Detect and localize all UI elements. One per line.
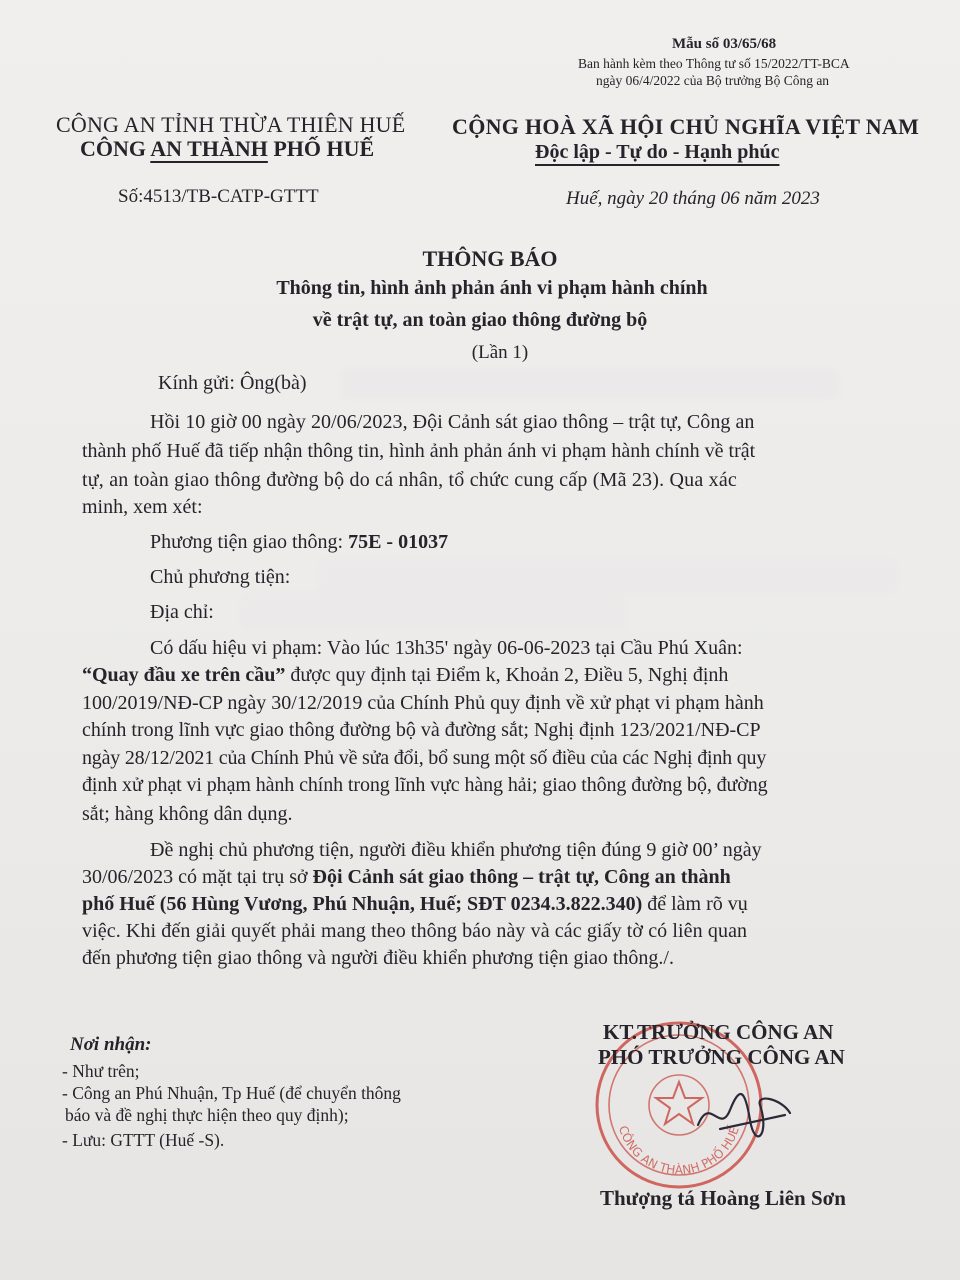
national-motto: Độc lập - Tự do - Hạnh phúc xyxy=(535,141,780,163)
vehicle-plate: 75E - 01037 xyxy=(348,531,449,553)
violation-line xyxy=(82,664,728,687)
intro-line: Hồi 10 giờ 00 ngày 20/06/2023, Đội Cảnh sát giao thông – trật tự, Công an xyxy=(150,411,755,433)
agency-name xyxy=(80,136,374,162)
intro-line: tự, an toàn giao thông đường bộ do cá nhân, tổ chức cung cấp (Mã 23). Qua xác xyxy=(82,469,737,491)
address-label: Địa chỉ: xyxy=(150,601,214,623)
request-line: Đề nghị chủ phương tiện, người điều khiển phương tiện đúng 9 giờ 00’ ngày xyxy=(150,839,762,861)
request-office: Đội Cảnh sát giao thông – trật tự, Công an thành xyxy=(312,866,731,888)
vehicle-label: Phương tiện giao thông: xyxy=(150,531,349,553)
document-number: Số:4513/TB-CATP-GTTT xyxy=(118,186,319,207)
place-date: Huế, ngày 20 tháng 06 năm 2023 xyxy=(566,188,820,209)
request-line: việc. Khi đến giải quyết phải mang theo thông báo này và các giấy tờ có liên quan xyxy=(82,920,748,942)
vehicle-line xyxy=(150,531,448,554)
violation-line: định xử phạt vi phạm hành chính trong lĩnh vực hàng hải; giao thông đường bộ, đường xyxy=(82,774,768,796)
document-subtitle-2: về trật tự, an toàn giao thông đường bộ xyxy=(312,309,648,331)
form-issued-line-2: ngày 06/4/2022 của Bộ trưởng Bộ Công an xyxy=(596,73,830,88)
notice-round: (Lần 1) xyxy=(471,342,529,363)
intro-line: thành phố Huế đã tiếp nhận thông tin, hình ảnh phản ánh vi phạm hành chính về trật xyxy=(82,440,756,462)
recipient-item: - Lưu: GTTT (Huế -S). xyxy=(62,1130,225,1150)
signer-name: Thượng tá Hoàng Liên Sơn xyxy=(600,1186,846,1210)
nation-title: CỘNG HOÀ XÃ HỘI CHỦ NGHĨA VIỆT NAM xyxy=(452,114,920,139)
handwritten-signature xyxy=(690,1085,800,1145)
violation-line: 100/2019/NĐ-CP ngày 30/12/2019 của Chính Phủ quy định về xử phạt vi phạm hành xyxy=(82,692,764,714)
recipient-item: - Công an Phú Nhuận, Tp Huế (để chuyển thông xyxy=(62,1083,401,1103)
violation-line: ngày 28/12/2021 của Chính Phủ về sửa đổi, bổ sung một số điều của các Nghị định quy xyxy=(82,747,767,769)
request-line: đến phương tiện giao thông và người điều khiển phương tiện giao thông./. xyxy=(82,947,674,969)
violation-line: chính trong lĩnh vực giao thông đường bộ và đường sắt; Nghị định 123/2021/NĐ-CP xyxy=(82,719,761,741)
redacted-addressee xyxy=(345,373,835,395)
addressee-label: Kính gửi: Ông(bà) xyxy=(158,372,307,394)
redacted-owner xyxy=(323,563,893,589)
signature-title-2: PHÓ TRƯỞNG CÔNG AN xyxy=(598,1045,845,1069)
agency-name-underlined: AN THÀNH xyxy=(150,136,268,161)
form-code: Mẫu số 03/65/68 xyxy=(672,36,777,52)
request-line xyxy=(82,893,748,916)
owner-label: Chủ phương tiện: xyxy=(150,566,291,588)
violation-line: Có dấu hiệu vi phạm: Vào lúc 13h35' ngày 06-06-2023 tại Cầu Phú Xuân: xyxy=(150,637,743,659)
violation-line: sắt; hàng không dân dụng. xyxy=(82,803,293,825)
violation-text: được quy định tại Điểm k, Khoản 2, Điều 5, Nghị định xyxy=(285,664,729,686)
redacted-address xyxy=(245,597,620,625)
recipient-item: báo và đề nghị thực hiện theo quy định); xyxy=(65,1105,349,1125)
agency-name-part: CÔNG xyxy=(80,136,151,161)
request-line xyxy=(82,866,731,889)
request-text: để làm rõ vụ xyxy=(642,893,748,915)
seal-text: CÔNG AN THÀNH PHỐ HUẾ xyxy=(615,1123,742,1177)
intro-line: minh, xem xét: xyxy=(82,496,203,518)
form-issued-line-1: Ban hành kèm theo Thông tư số 15/2022/TT-BCA xyxy=(578,56,850,71)
request-office-address: phố Huế (56 Hùng Vương, Phú Nhuận, Huế; SĐT 0234.3.822.340) xyxy=(82,893,643,915)
document-title: THÔNG BÁO xyxy=(422,246,558,271)
recipient-item: - Như trên; xyxy=(62,1061,140,1081)
agency-parent: CÔNG AN TỈNH THỪA THIÊN HUẾ xyxy=(56,112,406,137)
request-text: 30/06/2023 có mặt tại trụ sở xyxy=(82,866,313,888)
recipients-heading: Nơi nhận: xyxy=(70,1034,152,1055)
signature-title-1: KT.TRƯỞNG CÔNG AN xyxy=(603,1020,834,1044)
violation-quote: “Quay đầu xe trên cầu” xyxy=(82,664,286,686)
agency-name-part: PHỐ HUẾ xyxy=(267,136,375,161)
document-subtitle-1: Thông tin, hình ảnh phản ánh vi phạm hành chính xyxy=(276,277,708,299)
